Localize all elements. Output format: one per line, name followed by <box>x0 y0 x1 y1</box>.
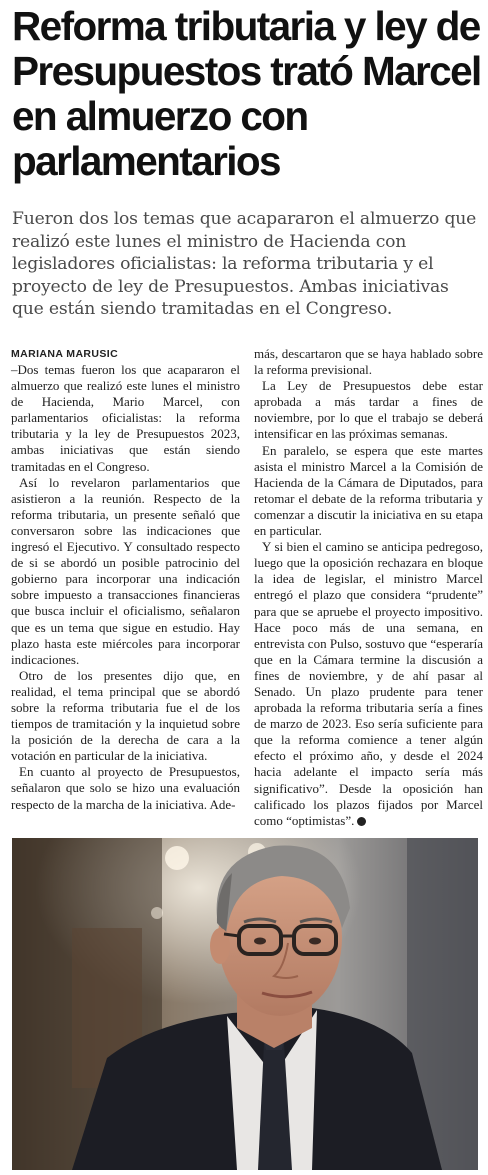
body-column-left <box>11 346 240 813</box>
body-column-right <box>254 346 483 829</box>
portrait-illustration <box>12 838 478 1170</box>
end-of-article-icon <box>357 817 366 826</box>
headline: Reforma tributaria y ley de Presupuestos trató Marcel en almuerzo con parlamentarios <box>12 3 481 184</box>
body-paragraph-last <box>254 539 483 829</box>
body-paragraph-text: Y si bien el camino se anticipa pedregoso, luego que la oposición rechazara en bloque la idea de legislar, el ministro Marcel entregó el plazo que considera “prudente” para que se apruebe el proyecto impositivo. Hace poco más de una semana, en entrevista con Pulso, sostuvo que “esperaría que en la Cámara termine la discusión a fines de noviembre, y de ahí pasar al Senado. Un plazo prudente para tener aprobada la reforma tributaria sería a fines de marzo de 2023. Eso sería suficiente para que la reforma comience a tener algún efecto el próximo año, y desde el 2024 hacia adelante el impacto sería más significativo”. Desde la oposición han calificado los plazos fijados por Marcel como “optimistas”. <box>254 539 483 828</box>
body-paragraph: En paralelo, se espera que este martes asista el ministro Marcel a la Comisión de Hacienda de la Cámara de Diputados, para retomar el debate de la reforma tributaria y comenzar a discutir la iniciativa en su etapa en particular. <box>254 442 483 539</box>
body-paragraph: –Dos temas fueron los que acapararon el almuerzo que realizó este lunes el ministro de Hacienda, Mario Marcel, con parlamentarios oficialistas: la reforma tributaria y la ley de Presupuestos 2023, ambas iniciativas que están siendo tramitadas en el Congreso. <box>11 362 240 474</box>
body-paragraph: más, descartaron que se haya hablado sobre la reforma previsional. <box>254 346 483 378</box>
article-photo <box>12 838 478 1170</box>
byline: MARIANA MARUSIC <box>11 348 119 360</box>
lead-paragraph: Fueron dos los temas que acapararon el almuerzo que realizó este lunes el ministro de Hacienda con legisladores oficialistas: la reforma tributaria y el proyecto de ley de Presupuestos. Ambas iniciativas que están siendo tramitadas en el Congreso. <box>12 209 477 320</box>
body-paragraph: Otro de los presentes dijo que, en realidad, el tema principal que se abordó sobre la reforma tributaria fue el de los tiempos de tramitación y la inquietud sobre la posición de la derecha de cara a la votación en particular de la iniciativa. <box>11 667 240 764</box>
body-paragraph: En cuanto al proyecto de Presupuestos, señalaron que solo se hizo una evaluación respecto de la marcha de la iniciativa. Ade- <box>11 764 240 812</box>
body-paragraph: La Ley de Presupuestos debe estar aprobada a más tardar a fines de noviembre, por lo que el trabajo se deberá intensificar en las próximas semanas. <box>254 378 483 442</box>
body-paragraph: Así lo revelaron parlamentarios que asistieron a la reunión. Respecto de la reforma tributaria, un presente señaló que conversaron sobre las indicaciones que ingresó el Ejecutivo. Y consultado respecto de si se abordó un posible patrocinio del gobierno para incorporar una indicación sobre impuesto a transacciones financieras que busca incluir el oficialismo, señalaron que es un tema que sigue en estudio. Hay plazo hasta este miércoles para incorporar indicaciones. <box>11 474 240 667</box>
